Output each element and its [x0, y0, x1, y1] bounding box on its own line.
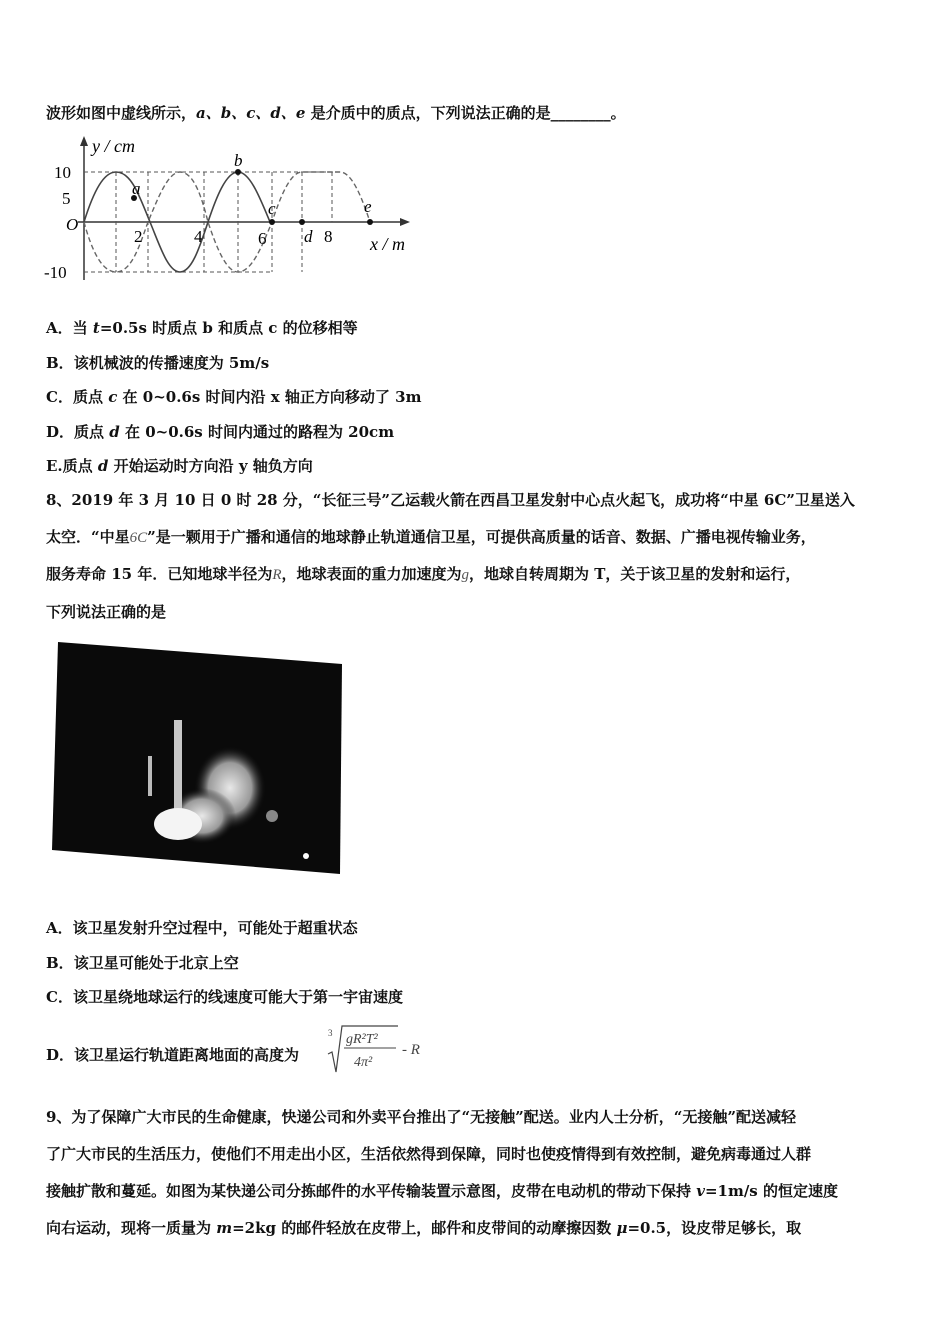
point-d	[299, 219, 305, 225]
option-key: A．	[46, 919, 73, 937]
x-axis-label: x / m	[370, 234, 405, 254]
q7-option-a	[46, 318, 358, 338]
option-text: 当	[72, 319, 93, 337]
option-text-tail: 在 0~0.6s 时间内沿 x 轴正方向移动了 3m	[117, 388, 422, 406]
q7-option-d	[46, 422, 394, 442]
y-axis-label: y / cm	[92, 136, 135, 156]
formula-numerator: gR²T²	[346, 1032, 378, 1047]
option-key: A．	[46, 319, 73, 337]
origin-label: O	[66, 215, 79, 234]
q7-stem-prefix: 波形如图中虚线所示，	[46, 104, 197, 122]
option-var: t	[92, 319, 100, 337]
label-a: a	[132, 179, 141, 198]
q9-text: =0.5，设皮带足够长，取	[627, 1219, 802, 1237]
option-text-tail: 在 0~0.6s 时间内通过的路程为 20cm	[119, 423, 395, 441]
option-text: 该卫星运行轨道距离地面的高度为	[74, 1046, 300, 1064]
q7-option-b	[46, 353, 269, 373]
q9-var-m: m	[216, 1219, 233, 1237]
q8-text: ，地球表面的重力加速度为	[281, 565, 462, 583]
option-key: B．	[46, 954, 74, 972]
wave-figure	[40, 132, 430, 292]
option-text: 质点	[62, 457, 98, 475]
q8-text: ，地球自转周期为 T，关于该卫星的发射和运行，	[469, 565, 801, 583]
formula-minus-r: - R	[402, 1042, 420, 1058]
y-tick-neg10: -10	[44, 263, 67, 282]
q9-line-4	[46, 1218, 801, 1238]
option-key: D．	[46, 423, 75, 441]
q9-var-mu: μ	[616, 1219, 628, 1237]
q8-line-1: 8、2019 年 3 月 10 日 0 时 28 分，“长征三号”乙运载火箭在西昌卫星发射中心点火起飞，成功将“中星 6C”卫星送入	[46, 491, 855, 509]
x-tick-8: 8	[324, 227, 333, 246]
orbit-height-formula	[326, 1022, 436, 1076]
q8-text: 服务寿命 15 年．已知地球半径为	[46, 565, 273, 583]
option-var: d	[97, 457, 109, 475]
x-tick-6: 6	[258, 229, 267, 248]
q7-option-c	[46, 387, 421, 407]
x-axis-arrow	[400, 218, 410, 226]
q8-math-6c: 6C	[129, 530, 148, 546]
option-text: 该卫星可能处于北京上空	[73, 954, 239, 972]
option-text: 该卫星发射升空过程中，可能处于超重状态	[72, 919, 358, 937]
q9-text: =2kg 的邮件轻放在皮带上，邮件和皮带间的动摩擦因数	[232, 1219, 617, 1237]
y-tick-10: 10	[54, 163, 71, 182]
point-e	[367, 219, 373, 225]
rocket-launch-image	[52, 640, 344, 876]
option-text-tail: 开始运动时方向沿 y 轴负方向	[108, 457, 313, 475]
x-tick-4: 4	[194, 227, 203, 246]
option-key: C．	[46, 988, 73, 1006]
label-d: d	[304, 227, 313, 246]
option-text-tail: =0.5s 时质点 b 和质点 c 的位移相等	[99, 319, 358, 337]
q7-stem-points: a、b、c、d、e	[196, 104, 306, 122]
option-key: B．	[46, 354, 74, 372]
q8-option-b	[46, 953, 239, 973]
q9-var-v: v	[696, 1182, 705, 1200]
option-text: 质点	[74, 423, 110, 441]
q9-text: 接触扩散和蔓延。如图为某快递公司分拣邮件的水平传输装置示意图，皮带在电动机的带动下保持	[46, 1182, 697, 1200]
label-b: b	[234, 151, 243, 170]
y-axis-arrow	[80, 136, 88, 146]
option-key: E.	[46, 457, 63, 475]
q8-option-d	[46, 1045, 299, 1065]
q7-stem-suffix: 是介质中的质点，下列说法正确的是________。	[305, 104, 626, 122]
q9-text: =1m/s 的恒定速度	[704, 1182, 838, 1200]
label-e: e	[364, 197, 372, 216]
q9-text: 向右运动，现将一质量为	[46, 1219, 217, 1237]
q9-line-3	[46, 1181, 838, 1201]
label-c: c	[268, 199, 276, 218]
option-var: d	[109, 423, 120, 441]
q7-option-e	[46, 456, 313, 476]
option-text: 该卫星绕地球运行的线速度可能大于第一宇宙速度	[72, 988, 403, 1006]
q8-line-3	[46, 564, 800, 585]
point-c	[269, 219, 275, 225]
x-tick-2: 2	[134, 227, 143, 246]
q7-stem	[46, 103, 626, 123]
q8-math-r: R	[272, 567, 282, 583]
q8-option-a	[46, 918, 358, 938]
q9-line-2: 了广大市民的生活压力，使他们不用走出小区，生活依然得到保障，同时也使疫情得到有效控制，避免病毒通过人群	[46, 1145, 812, 1163]
q8-line-4: 下列说法正确的是	[46, 603, 167, 621]
q8-text: ”是一颗用于广播和通信的地球静止轨道通信卫星，可提供高质量的话音、数据、广播电视传输业务，	[147, 528, 816, 546]
q8-math-g: g	[461, 567, 470, 583]
q9-line-1: 9、为了保障广大市民的生命健康，快递公司和外卖平台推出了“无接触”配送。业内人士分析，“无接触”配送减轻	[46, 1108, 796, 1126]
q8-line-2	[46, 527, 816, 548]
q8-option-c	[46, 987, 403, 1007]
option-var: c	[108, 388, 118, 406]
y-tick-5: 5	[62, 189, 71, 208]
q8-text: 太空．“中星	[46, 528, 130, 546]
root-index: 3	[328, 1028, 333, 1038]
option-text: 该机械波的传播速度为 5m/s	[73, 354, 270, 372]
formula-denominator: 4π²	[354, 1055, 373, 1070]
option-key: C．	[46, 388, 73, 406]
option-key: D．	[46, 1046, 75, 1064]
option-text: 质点	[72, 388, 109, 406]
